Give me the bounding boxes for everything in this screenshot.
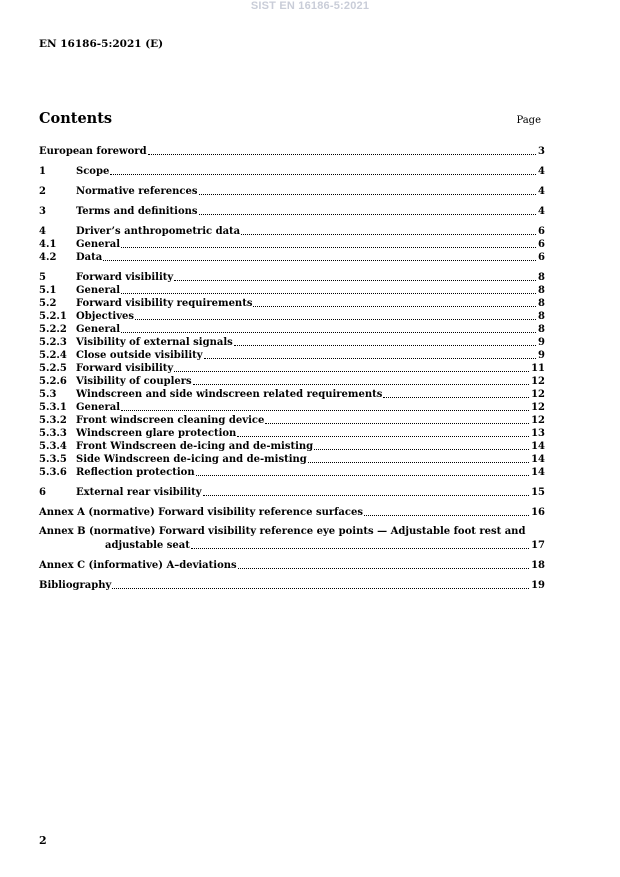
toc-title: Annex B (normative) Forward visibility reference eye points — Adjustable foot rest and [39,526,526,537]
toc-entry-annex-a[interactable] [39,506,545,519]
toc-entry-6[interactable] [39,486,545,499]
toc-page: 14 [531,467,545,478]
toc-number: 5.2.6 [39,376,67,387]
toc-title: Reflection protection [76,467,195,478]
toc-entry-5-3-5[interactable] [39,453,545,466]
toc-page: 8 [538,285,545,296]
toc-page: 8 [538,272,545,283]
toc-page: 11 [531,363,545,374]
toc-number: 5.3.6 [39,467,67,478]
toc-number: 5.3.4 [39,441,67,452]
table-of-contents [39,145,545,592]
toc-title: Visibility of couplers [76,376,192,387]
toc-page: 12 [531,402,545,413]
toc-page: 14 [531,454,545,465]
toc-entry-bibliography[interactable] [39,579,545,592]
toc-entry-5-2[interactable] [39,297,545,310]
toc-entry-5-2-5[interactable] [39,362,545,375]
toc-entry-4-1[interactable] [39,238,545,251]
toc-entry-annex-c[interactable] [39,559,545,572]
toc-title-continued: adjustable seat [105,540,190,551]
watermark: SIST EN 16186-5:2021 [250,0,370,12]
toc-entry-5-3-1[interactable] [39,401,545,414]
toc-title: Terms and definitions [76,206,198,217]
toc-entry-5-2-2[interactable] [39,323,545,336]
toc-page: 9 [538,337,545,348]
toc-number: 4 [39,226,46,237]
toc-page: 6 [538,252,545,263]
document-id: EN 16186-5:2021 (E) [39,38,164,50]
toc-entry-5-2-1[interactable] [39,310,545,323]
toc-number: 4.1 [39,239,57,250]
toc-entry-foreword[interactable] [39,145,545,158]
toc-title: Forward visibility [76,363,174,374]
toc-number: 5.2 [39,298,57,309]
toc-page: 15 [531,487,545,498]
toc-number: 4.2 [39,252,57,263]
toc-page: 6 [538,226,545,237]
toc-page: 12 [531,376,545,387]
toc-title: Front windscreen cleaning device [76,415,265,426]
toc-title: Close outside visibility [76,350,203,361]
toc-title: Annex C (informative) A–deviations [39,560,237,571]
page-column-label: Page [516,115,541,126]
toc-title: European foreword [39,146,147,157]
toc-title: General [76,239,121,250]
toc-page: 6 [538,239,545,250]
toc-title: Driver’s anthropometric data [76,226,241,237]
toc-title: Visibility of external signals [76,337,233,348]
toc-entry-2[interactable] [39,185,545,198]
toc-page: 18 [531,560,545,571]
toc-title: Side Windscreen de-icing and de-misting [76,454,307,465]
toc-title: Bibliography [39,580,112,591]
toc-page: 13 [531,428,545,439]
toc-title: General [76,402,121,413]
toc-entry-4[interactable] [39,225,545,238]
toc-number: 1 [39,166,46,177]
toc-page: 3 [538,146,545,157]
toc-page: 4 [538,206,545,217]
toc-page: 12 [531,415,545,426]
toc-entry-5-2-4[interactable] [39,349,545,362]
toc-entry-5-3[interactable] [39,388,545,401]
toc-number: 5.3 [39,389,57,400]
toc-entry-4-2[interactable] [39,251,545,264]
toc-title: Objectives [76,311,134,322]
toc-page: 8 [538,311,545,322]
toc-number: 5.2.4 [39,350,67,361]
toc-number: 5.3.3 [39,428,67,439]
toc-title: Scope [76,166,110,177]
toc-page: 4 [538,166,545,177]
toc-page: 16 [531,507,545,518]
toc-page: 17 [531,540,545,551]
page-number: 2 [39,834,47,847]
toc-entry-annex-b[interactable] [39,526,545,552]
toc-title: General [76,285,121,296]
toc-number: 5.2.5 [39,363,67,374]
toc-title: External rear visibility [76,487,202,498]
toc-number: 5 [39,272,46,283]
toc-number: 5.3.1 [39,402,67,413]
toc-entry-3[interactable] [39,205,545,218]
toc-number: 5.3.2 [39,415,67,426]
toc-number: 3 [39,206,46,217]
toc-entry-5-3-2[interactable] [39,414,545,427]
toc-number: 5.3.5 [39,454,67,465]
toc-entry-5-3-6[interactable] [39,466,545,479]
toc-page: 4 [538,186,545,197]
toc-entry-1[interactable] [39,165,545,178]
toc-title: Windscreen glare protection [76,428,237,439]
toc-page: 8 [538,298,545,309]
toc-title: Windscreen and side windscreen related requirements [76,389,383,400]
toc-number: 5.2.1 [39,311,67,322]
toc-title: Forward visibility requirements [76,298,253,309]
contents-heading: Contents [39,110,113,127]
toc-title: Annex A (normative) Forward visibility reference surfaces [39,507,363,518]
toc-entry-5-3-3[interactable] [39,427,545,440]
toc-number: 5.2.3 [39,337,67,348]
toc-entry-5[interactable] [39,271,545,284]
toc-number: 5.2.2 [39,324,67,335]
toc-title: Front Windscreen de-icing and de-misting [76,441,314,452]
toc-entry-5-3-4[interactable] [39,440,545,453]
toc-page: 12 [531,389,545,400]
toc-page: 19 [531,580,545,591]
toc-entry-5-2-6[interactable] [39,375,545,388]
toc-number: 2 [39,186,46,197]
toc-page: 8 [538,324,545,335]
toc-title: Data [76,252,103,263]
toc-title: Normative references [76,186,198,197]
toc-entry-5-2-3[interactable] [39,336,545,349]
toc-title: Forward visibility [76,272,174,283]
toc-entry-5-1[interactable] [39,284,545,297]
toc-title: General [76,324,121,335]
toc-page: 14 [531,441,545,452]
toc-number: 6 [39,487,46,498]
toc-number: 5.1 [39,285,57,296]
toc-page: 9 [538,350,545,361]
